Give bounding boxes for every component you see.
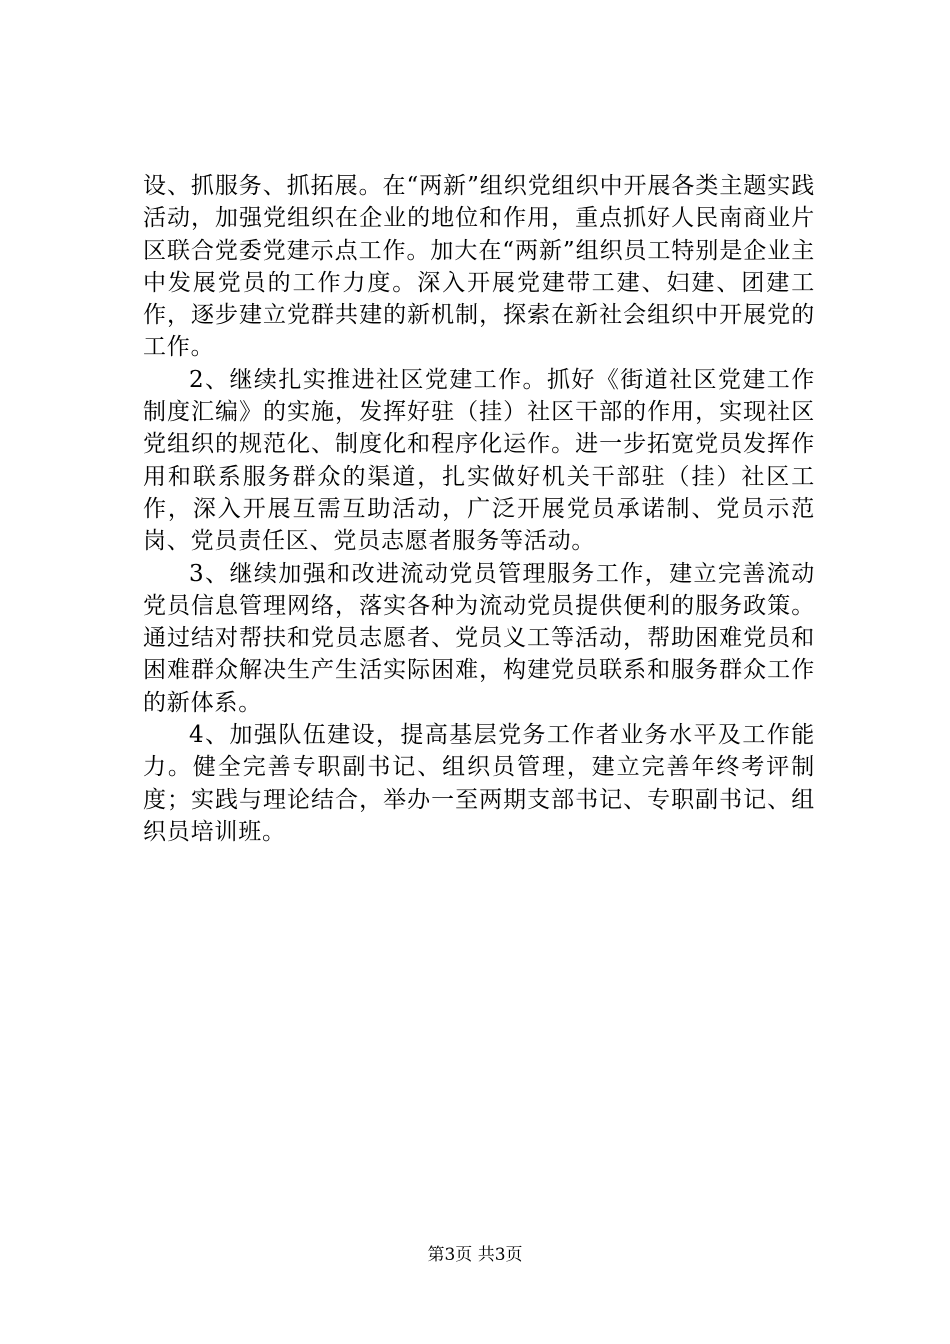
- page-number-footer: 第3页 共3页: [427, 1245, 523, 1265]
- paragraph-item-3: 3、继续加强和改进流动党员管理服务工作，建立完善流动党员信息管理网络，落实各种为流动党员提供便利的服务政策。通过结对帮扶和党员志愿者、党员义工等活动，帮助困难党员和困难群众解决生产生活实际困难，构建党员联系和服务群众工作的新体系。: [143, 560, 815, 716]
- document-body: [143, 170, 815, 848]
- paragraph-item-2: 2、继续扎实推进社区党建工作。抓好《街道社区党建工作制度汇编》的实施，发挥好驻（挂）社区干部的作用，实现社区党组织的规范化、制度化和程序化运作。进一步拓宽党员发挥作用和联系服务群众的渠道，扎实做好机关干部驻（挂）社区工作，深入开展互需互助活动，广泛开展党员承诺制、党员示范岗、党员责任区、党员志愿者服务等活动。: [143, 366, 815, 555]
- paragraph-item-4: 4、加强队伍建设，提高基层党务工作者业务水平及工作能力。健全完善专职副书记、组织员管理，建立完善年终考评制度；实践与理论结合，举办一至两期支部书记、专职副书记、组织员培训班。: [143, 722, 815, 845]
- paragraph-continuation: 设、抓服务、抓拓展。在“两新”组织党组织中开展各类主题实践活动，加强党组织在企业的地位和作用，重点抓好人民南商业片区联合党委党建示点工作。加大在“两新”组织员工特别是企业主中发展党员的工作力度。深入开展党建带工建、妇建、团建工作，逐步建立党群共建的新机制，探索在新社会组织中开展党的工作。: [143, 173, 815, 361]
